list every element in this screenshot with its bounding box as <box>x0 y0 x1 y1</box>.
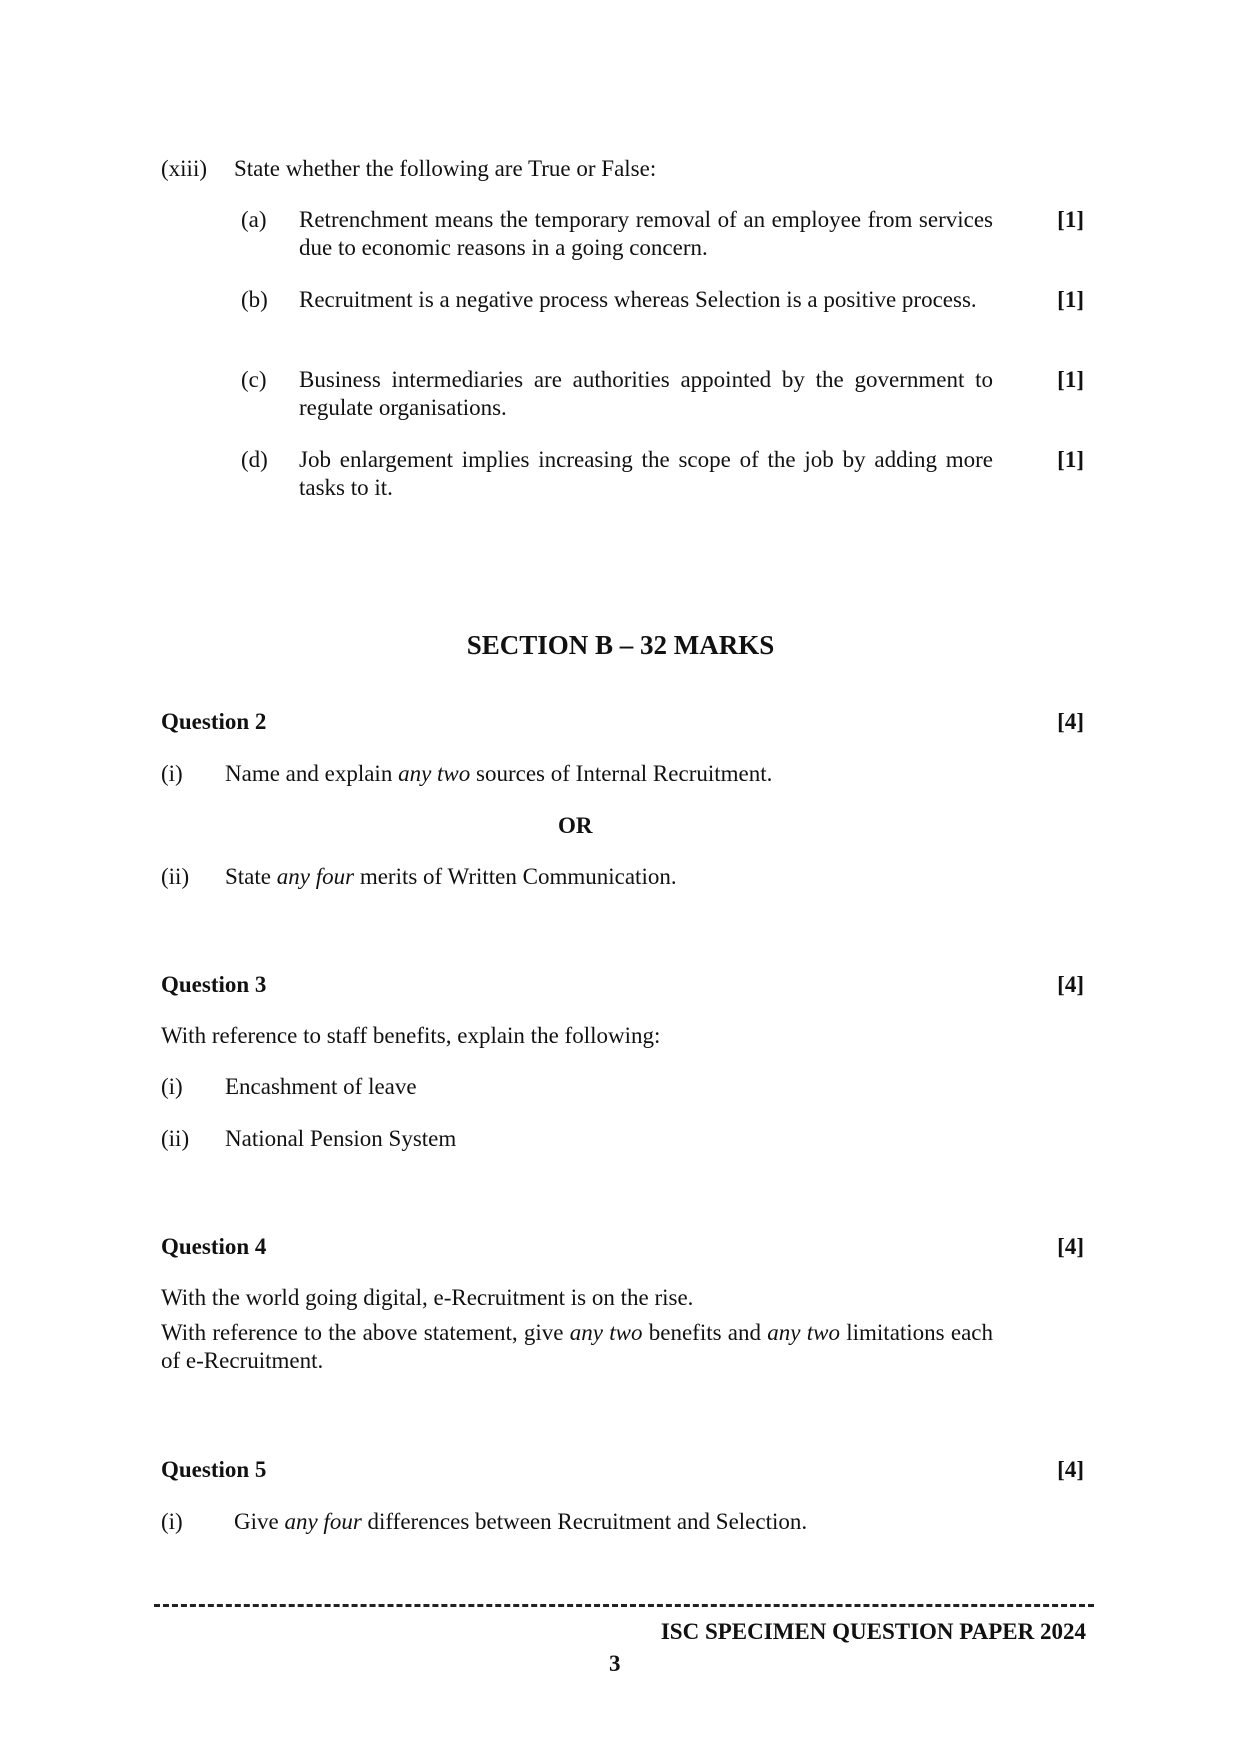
item-marks: [1] <box>1057 287 1084 312</box>
subquestion-text: Give any four differences between Recruitment and Selection. <box>234 1509 808 1534</box>
item-label: (b) <box>241 287 268 312</box>
item-label: (a) <box>241 207 267 232</box>
question-title: Question 5 <box>161 1457 267 1482</box>
question-marks: [4] <box>1057 709 1084 734</box>
question-marks: [4] <box>1057 1457 1084 1482</box>
item-label: (d) <box>241 447 268 472</box>
question-text: With the world going digital, e-Recruitment is on the rise. <box>161 1285 694 1310</box>
item-text: Recruitment is a negative process whereas Selection is a positive process. <box>299 287 977 312</box>
section-heading: SECTION B – 32 MARKS <box>466 630 775 660</box>
question-number: (xiii) <box>161 156 207 181</box>
or-separator: OR <box>558 813 593 838</box>
item-marks: [1] <box>1057 447 1084 472</box>
question-title: Question 3 <box>161 972 267 997</box>
item-label: (c) <box>241 367 267 392</box>
question-title: Question 4 <box>161 1234 267 1259</box>
item-text: Job enlargement implies increasing the scope of the job by adding more tasks to it. <box>299 447 993 500</box>
question-title: Question 2 <box>161 709 267 734</box>
question-prompt: State whether the following are True or False: <box>234 156 657 181</box>
footer-divider <box>154 1604 1094 1607</box>
subquestion-label: (ii) <box>161 1126 190 1151</box>
question-text: With reference to the above statement, give any two benefits and any two limitations each of e-Recruitment. <box>161 1320 994 1373</box>
subquestion-text: Encashment of leave <box>225 1074 417 1099</box>
subquestion-text: National Pension System <box>225 1126 457 1151</box>
footer-paper-title: ISC SPECIMEN QUESTION PAPER 2024 <box>660 1619 1086 1644</box>
subquestion-label: (i) <box>161 1074 183 1099</box>
subquestion-label: (i) <box>161 761 183 786</box>
item-marks: [1] <box>1057 207 1084 232</box>
subquestion-label: (i) <box>161 1509 183 1534</box>
subquestion-text: State any four merits of Written Communication. <box>225 864 677 889</box>
page-number: 3 <box>609 1651 621 1676</box>
item-text: Business intermediaries are authorities appointed by the government to regulate organisations. <box>299 367 993 420</box>
item-marks: [1] <box>1057 367 1084 392</box>
question-marks: [4] <box>1057 972 1084 997</box>
subquestion-label: (ii) <box>161 864 190 889</box>
question-intro: With reference to staff benefits, explain the following: <box>161 1023 661 1048</box>
item-text: Retrenchment means the temporary removal of an employee from services due to economic reasons in a going concern. <box>299 207 993 260</box>
question-marks: [4] <box>1057 1234 1084 1259</box>
subquestion-text: Name and explain any two sources of Internal Recruitment. <box>225 761 773 786</box>
